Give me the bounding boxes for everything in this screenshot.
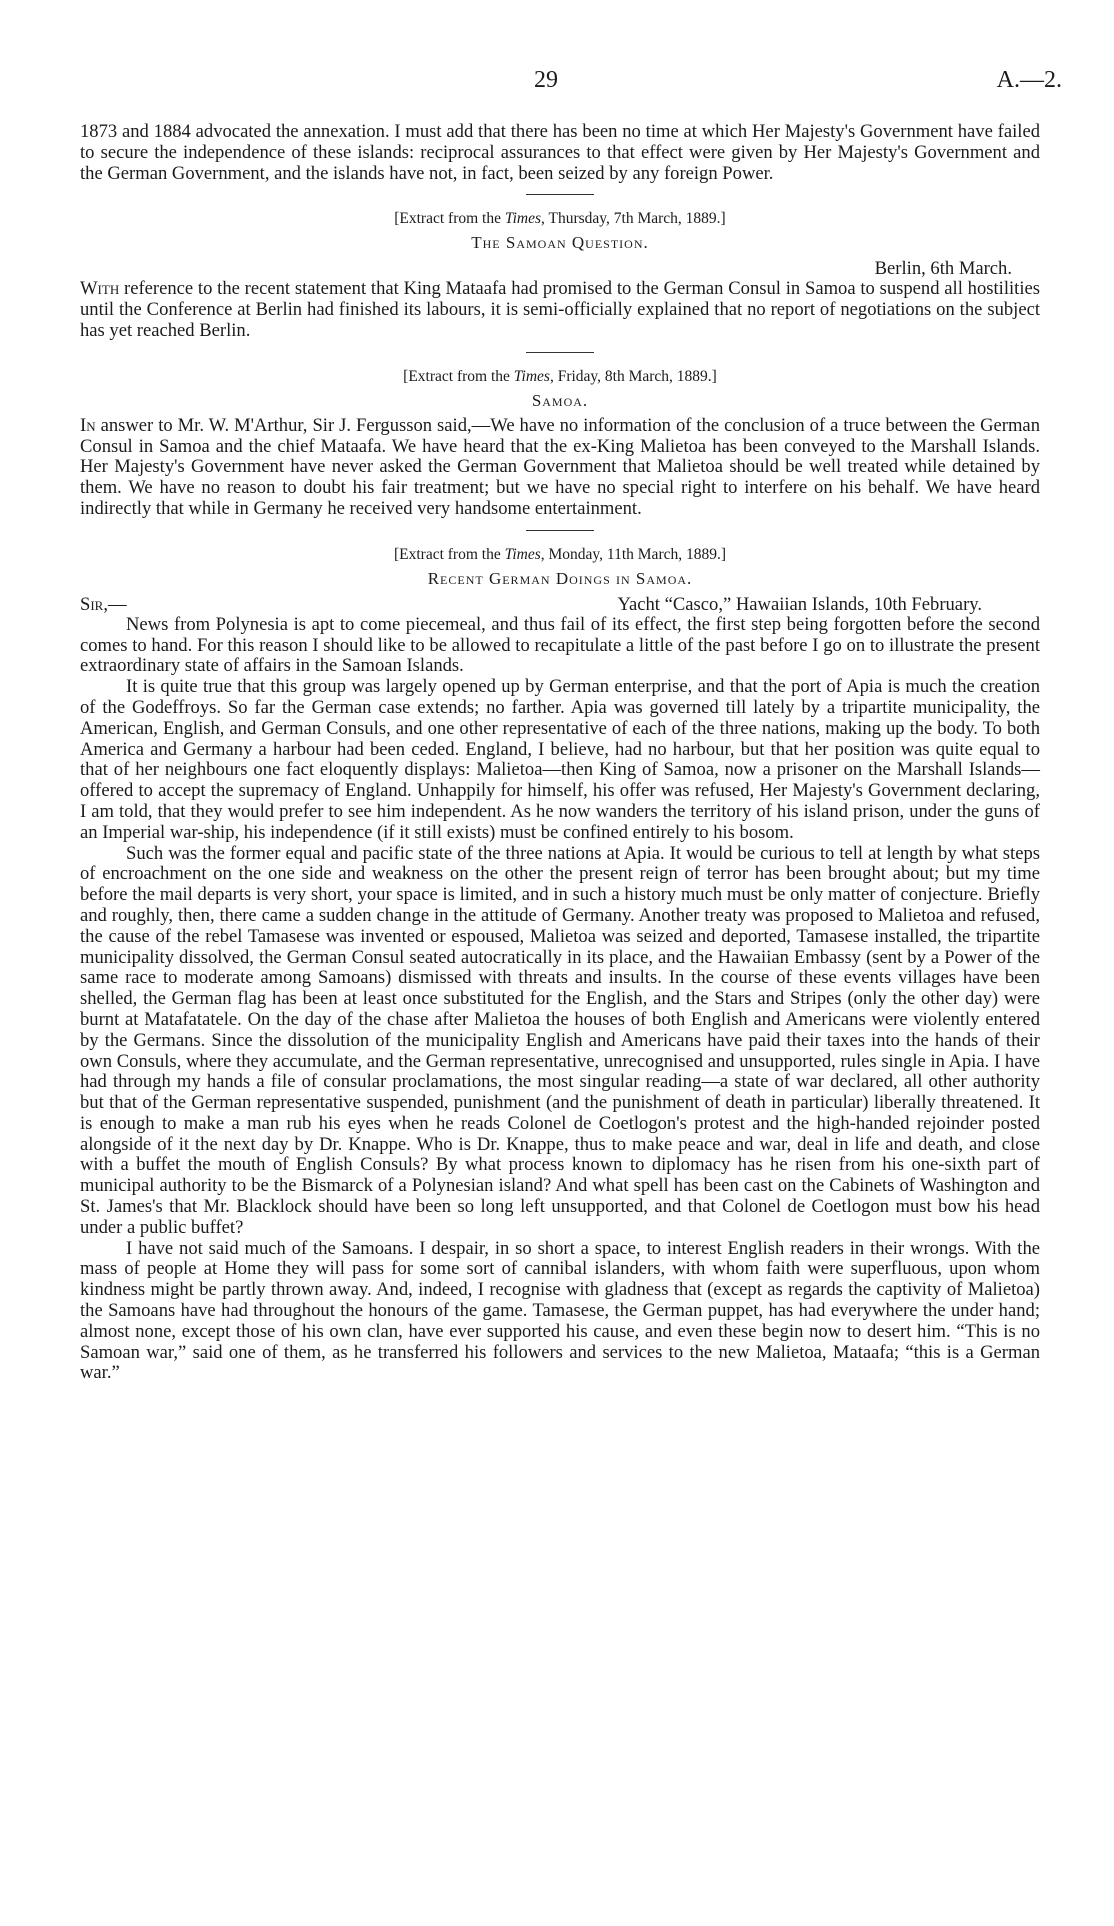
letter-paragraph: Such was the former equal and pacific state of the three nations at Apia. It would be curious to tell at length by what steps of encroachment on the one side and weakness on the other the present reign of terror has been brought about; but my time before the mail departs is very short, your space is limited, and in such a history much must be only matter of conjecture. Briefly and roughly, then, there came a sudden change in the attitude of Germany. Another treaty was proposed to Malietoa and refused, the cause of the rebel Tamasese was invented or espoused, Malietoa was seized and deported, Tamasese installed, the tripartite municipality dissolved, the German Consul seated autocratically in its place, and the Hawaiian Embassy (sent by a Power of the same race to moderate among Samoans) dismissed with threats and insults. In the course of these events villages have been shelled, the German flag has been at least once substituted for the English, and the Stars and Stripes (only the other day) were burnt at Matafatatele. On the day of the chase after Malietoa the houses of both English and Americans were violently entered by the Germans. Since the dissolution of the municipality English and Americans have paid their taxes into the hands of their own Consuls, where they accumulate, and the German representative, unrecognised and unsupported, rules single in Apia. I have had through my hands a file of consular proclamations, the most singular reading—a state of war declared, all other authority but that of the German representative suspended, punishment (and the punishment of death in particular) liberally threatened. It is enough to make a man rub his eyes when he reads Colonel de Coetlogon's protest and the high-handed rejoinder posted alongside of it the next day by Dr. Knappe. Who is Dr. Knappe, thus to make peace and war, deal in life and death, and close with a buffet the mouth of English Consuls? By what process known to diplomacy has he risen from his one-sixth part of municipal authority to be the Bismarck of a Polynesian island? And what spell has been cast on the Cabinets of Washington and St. James's that Mr. Blacklock should have been so long left unsupported, and that Colonel de Coetlogon must bow his head under a public buffet? [80,842,1040,1238]
extract-times-11-march [80,545,1040,1384]
page-number: 29 [534,67,558,93]
extract-paragraph: With reference to the recent statement that King Mataafa had promised to the German Consul in Samoa to suspend all hostilities until the Conference at Berlin had finished its labours, it is semi-officially explained that no report of negotiations on the subject has yet reached Berlin. [80,278,1040,341]
newspaper-name: Times [504,210,542,228]
extract-caption: [Extract from the Times, Friday, 8th March, 1889.] [403,367,717,385]
letter-paragraph: It is quite true that this group was largely opened up by German enterprise, and that the port of Apia is much the creation of the Godeffroys. So far the German case extends; no farther. Apia was governed till lately by a tripartite municipality, the American, English, and German Consuls, and one other representative of each of the three nations, making up the body. To both America and Germany a harbour had been ceded. England, I believe, had no harbour, but that her position was quite equal to that of her neighbours one fact eloquently displays: Malietoa—then King of Samoa, now a prisoner on the Marshall Islands—offered to accept the supremacy of England. Unhappily for himself, his offer was refused, Her Majesty's Government declaring, I am told, that they would prefer to see him independent. As he now wanders the territory of his island prison, under the guns of an Imperial war-ship, his independence (if it still exists) must be confined entirely to his bosom. [80,676,1040,843]
dateline: Berlin, 6th March. [874,258,1012,280]
extract-times-8-march [80,367,1040,520]
extract-heading: Samoa. [531,390,589,410]
intro-paragraph: 1873 and 1884 advocated the annexation. I must add that there has been no time at which Her Majesty's Government have failed to secure the independence of these islands: reciprocal assurances to that effect were given by Her Majesty's Government and the German Government, and the islands have not, in fact, been seized by any foreign Power. [80,121,1040,184]
letter-paragraph: News from Polynesia is apt to come piecemeal, and thus fail of its effect, the first step being forgotten before the second comes to hand. For this reason I should like to be allowed to recapitulate a little of the past before I go on to illustrate the present extraordinary state of affairs in the Samoan Islands. [80,613,1040,677]
newspaper-name: Times [504,545,541,563]
extract-times-7-march [80,209,1040,341]
letter-address: Yacht “Casco,” Hawaiian Islands, 10th February. [617,593,982,615]
extract-caption: [Extract from the Times, Monday, 11th March, 1889.] [393,545,727,563]
lead-word: In [80,414,96,436]
page-body [80,122,1040,1384]
extract-heading: Recent German Doings in Samoa. [427,568,693,588]
extract-heading: The Samoan Question. [471,233,649,253]
section-divider [526,352,594,353]
document-reference: A.—2. [996,67,1062,93]
salutation: Sir,— [80,593,127,615]
section-divider [526,530,594,531]
section-divider [526,194,594,195]
lead-word: With [80,278,120,300]
extract-paragraph: In answer to Mr. W. M'Arthur, Sir J. Fergusson said,—We have no information of the conclusion of a truce between the German Consul in Samoa and the chief Mataafa. We have heard that the ex-King Malietoa has been conveyed to the Marshall Islands. Her Majesty's Government have never asked the German Government that Malietoa should be well treated while detained by them. We have no reason to doubt his fair treatment; but we have no special right to interfere on his behalf. We have heard indirectly that while in Germany he received very handsome entertainment. [80,414,1040,519]
newspaper-name: Times [513,367,550,385]
extract-caption: [Extract from the Times, Thursday, 7th March, 1889.] [394,210,726,228]
letter-paragraph: I have not said much of the Samoans. I despair, in so short a space, to interest English readers in their wrongs. With the mass of people at Home they will pass for some sort of cannibal islanders, with whom faith were superfluous, upon whom kindness might be partly thrown away. And, indeed, I recognise with gladness that (except as regards the captivity of Malietoa) the Samoans have had throughout the honours of the game. Tamasese, the German puppet, has had everywhere the under hand; almost none, except those of his own clan, have ever supported his cause, and even these begin now to desert him. “This is no Samoan war,” said one of them, as he transferred his followers and services to the new Malietoa, Mataafa; “this is a German war.” [80,1237,1040,1384]
letter-header [80,594,1040,615]
